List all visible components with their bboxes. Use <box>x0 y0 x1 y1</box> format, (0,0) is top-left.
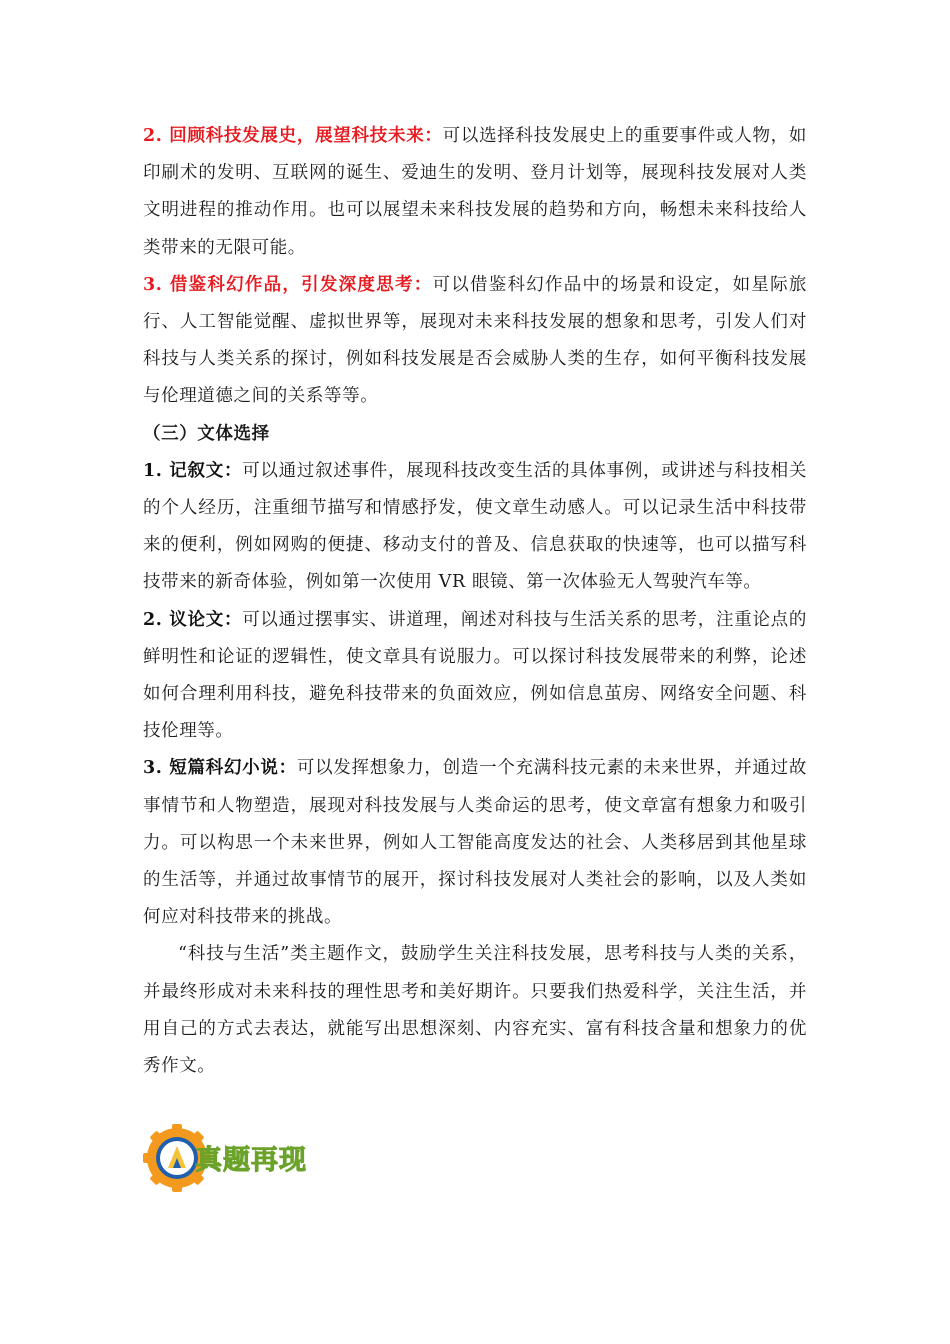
paragraph-text: 可以选择科技发展史上的重要事件或人物，如印刷术的发明、互联网的诞生、爱迪生的发明、登月计划等，展现科技发展对人类文明进程的推动作用。也可以展望未来科技发展的趋势和方向，畅想未来科技给人类带来的无限可能。 <box>143 126 807 258</box>
paragraph-text: 可以借鉴科幻作品中的场景和设定，如星际旅行、人工智能觉醒、虚拟世界等，展现对未来科技发展的想象和思考，引发人们对科技与人类关系的探讨，例如科技发展是否会威胁人类的生存，如何平衡科技发展与伦理道德之间的关系等等。 <box>143 274 808 407</box>
section-heading: （三）文体选择 <box>143 423 270 444</box>
badge-label: 真题再现 <box>195 1145 307 1176</box>
paragraph-conclusion: “科技与生活”类主题作文，鼓励学生关注科技发展，思考科技与人类的关系，并最终形成对未来科技的理性思考和美好期许。只要我们热爱科学，关注生活，并用自己的方式去表达，就能写出思想深刻、内容充实、富有科技含量和想象力的优秀作文。 <box>143 944 807 1077</box>
paragraph-text: 可以发挥想象力，创造一个充满科技元素的未来世界，并通过故事情节和人物塑造，展现对科技发展与人类命运的思考，使文章富有想象力和吸引力。可以构思一个未来世界，例如人工智能高度发达的社会、人类移居到其他星球的生活等，并通过故事情节的展开，探讨科技发展对人类社会的影响，以及人类如何应对科技带来的挑战。 <box>143 758 807 928</box>
paragraph-title: 3. 短篇科幻小说： <box>143 758 297 779</box>
paragraph-title: 2. 议论文： <box>143 609 243 630</box>
paragraph-title: 1. 记叙文： <box>143 460 243 481</box>
paragraph-argumentative <box>143 602 807 751</box>
paragraph-text: 可以通过叙述事件，展现科技改变生活的具体事例，或讲述与科技相关的个人经历，注重细节描写和情感抒发，使文章生动感人。可以记录生活中科技带来的便利，例如网购的便捷、移动支付的普及、信息获取的快速等，也可以描写科技带来的新奇体验，例如第一次使用 VR 眼镜、第一次体验无人驾驶汽车等。 <box>143 460 807 593</box>
paragraph-scifi-works <box>143 267 807 416</box>
paragraph-title: 3. 借鉴科幻作品，引发深度思考： <box>143 274 433 295</box>
paragraph-title: 2. 回顾科技发展史，展望科技未来： <box>143 126 443 146</box>
paragraph-narrative <box>143 453 807 602</box>
paragraph-short-scifi <box>143 750 807 936</box>
paragraph-history <box>143 118 807 267</box>
paragraph-text: 可以通过摆事实、讲道理，阐述对科技与生活关系的思考，注重论点的鲜明性和论证的逻辑性，使文章具有说服力。可以探讨科技发展带来的利弊，论述如何合理利用科技，避免科技带来的负面效应，例如信息茧房、网络安全问题、科技伦理等。 <box>143 609 807 742</box>
section-badge <box>143 1124 343 1192</box>
document-body <box>143 118 807 1085</box>
